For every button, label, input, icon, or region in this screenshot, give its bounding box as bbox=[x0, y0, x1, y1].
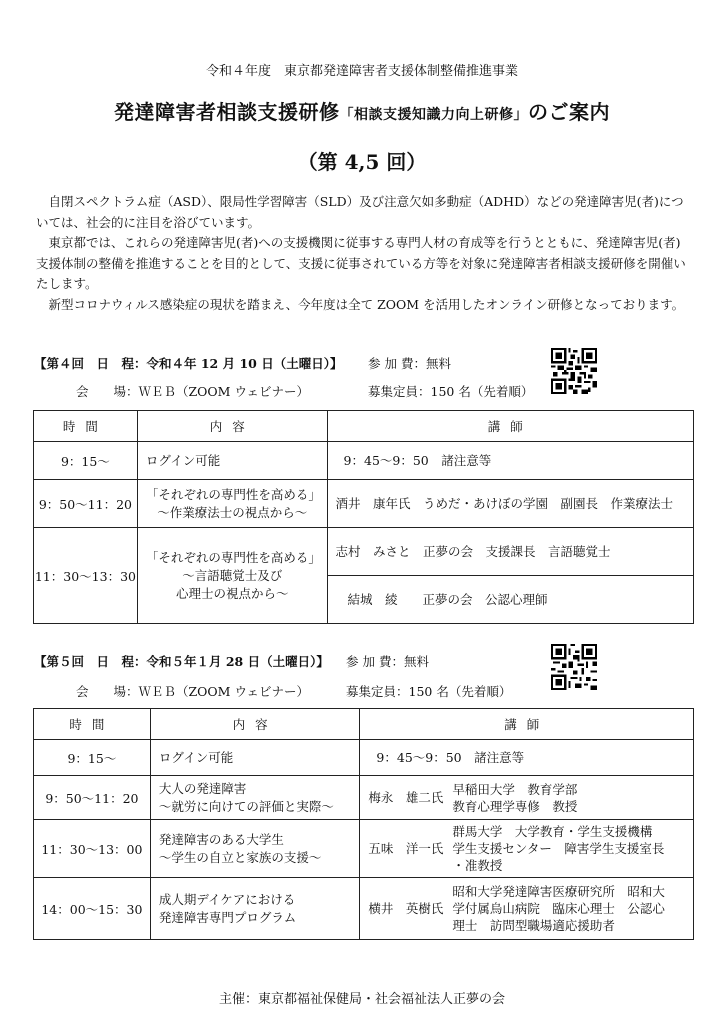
lecturer-cell: 志村 みさと 正夢の会 支援課長 言語聴覚士 bbox=[327, 528, 693, 576]
lecturer-affiliation: 昭和大学発達障害医療研究所 昭和大 bbox=[452, 884, 665, 899]
lecturer-affiliation: 学付属烏山病院 臨床心理士 公認心 bbox=[452, 901, 665, 916]
lecturer-affiliation: 群馬大学 大学教育・学生支援機構 bbox=[452, 824, 653, 839]
lecturer-affiliation: ・准教授 bbox=[452, 858, 503, 873]
content-line: 「それぞれの専門性を高める」 bbox=[145, 549, 321, 565]
lecturer-cell bbox=[360, 776, 694, 820]
table-row bbox=[34, 776, 694, 820]
lecturer-cell: 酒井 康年氏 うめだ・あけぼの学園 副園長 作業療法士 bbox=[327, 480, 693, 528]
table-row bbox=[34, 820, 694, 878]
header-time: 時間 bbox=[34, 411, 138, 442]
lecturer-cell: 9：45～9：50 諸注意等 bbox=[360, 740, 694, 776]
content-line: ～作業療法士の視点から～ bbox=[157, 504, 308, 520]
time-cell: 11：30～13：30 bbox=[34, 528, 138, 624]
content-cell bbox=[137, 480, 327, 528]
lecturer-affiliation: 教育心理学専修 教授 bbox=[452, 798, 578, 814]
content-line: 心理士の視点から～ bbox=[175, 585, 289, 601]
header-content: 内容 bbox=[137, 411, 327, 442]
time-cell: 9：15～ bbox=[34, 442, 138, 480]
content-cell: ログイン可能 bbox=[137, 442, 327, 480]
content-line: ～言語聴覚士及び bbox=[182, 567, 283, 583]
content-line: 発達障害のある大学生 bbox=[158, 831, 284, 847]
content-cell bbox=[150, 776, 360, 820]
lecturer-affiliation: 理士 訪問型職場適応援助者 bbox=[452, 918, 615, 933]
session5-date: 【第５回 日 程：令和５年１月 28 日（土曜日）】 bbox=[34, 654, 329, 669]
intro-text bbox=[36, 192, 688, 315]
qr-code-icon bbox=[551, 348, 597, 394]
table-row bbox=[34, 740, 694, 776]
lecturer-affiliation: 早稲田大学 教育学部 bbox=[452, 781, 578, 797]
page-title bbox=[0, 96, 724, 125]
time-cell: 9：15～ bbox=[34, 740, 151, 776]
content-line: 「それぞれの専門性を高める」 bbox=[145, 486, 321, 502]
table-row bbox=[34, 528, 694, 576]
title-sub: 「相談支援知識力向上研修」 bbox=[339, 107, 528, 123]
header-lecturer: 講師 bbox=[360, 709, 694, 740]
lecturer-cell bbox=[360, 820, 694, 878]
session4-table bbox=[33, 410, 694, 624]
header-time: 時間 bbox=[34, 709, 151, 740]
organizer-footer: 主催：東京都福祉保健局・社会福祉法人正夢の会 bbox=[218, 992, 505, 1007]
qr-code-icon bbox=[551, 644, 597, 690]
table-row bbox=[34, 878, 694, 940]
session5-venue: 会 場：ＷＥＢ（ZOOM ウェビナー） bbox=[76, 684, 309, 699]
content-cell: ログイン可能 bbox=[150, 740, 360, 776]
content-cell bbox=[150, 820, 360, 878]
session5-table bbox=[33, 708, 694, 940]
lecturer-cell bbox=[360, 878, 694, 940]
content-line: 発達障害専門プログラム bbox=[158, 909, 297, 925]
title-end: のご案内 bbox=[528, 100, 610, 124]
session4-venue: 会 場：ＷＥＢ（ZOOM ウェビナー） bbox=[76, 384, 309, 399]
time-cell: 9：50～11：20 bbox=[34, 480, 138, 528]
header-content: 内容 bbox=[150, 709, 360, 740]
lecturer-name: 五味 洋一氏 bbox=[368, 840, 444, 856]
session-range: （第 4,5 回） bbox=[297, 150, 427, 174]
lecturer-name: 横井 英樹氏 bbox=[368, 900, 444, 916]
lecturer-cell: 結城 綾 正夢の会 公認心理師 bbox=[327, 576, 693, 624]
content-cell bbox=[137, 528, 327, 624]
table-row bbox=[34, 442, 694, 480]
session4-fee: 参 加 費：無料 bbox=[368, 356, 451, 371]
header-lecturer: 講師 bbox=[327, 411, 693, 442]
table-row bbox=[34, 480, 694, 528]
content-line: 成人期デイケアにおける bbox=[158, 891, 296, 907]
lecturer-name: 梅永 雄二氏 bbox=[368, 789, 444, 805]
content-line: ～学生の自立と家族の支援～ bbox=[158, 849, 322, 865]
program-subtitle: 令和４年度 東京都発達障害者支援体制整備推進事業 bbox=[205, 64, 518, 79]
lecturer-affiliation: 学生支援センター 障害学生支援室長 bbox=[452, 841, 665, 856]
content-line: 大人の発達障害 bbox=[158, 780, 247, 796]
time-cell: 11：30～13：00 bbox=[34, 820, 151, 878]
session5-capacity: 募集定員：150 名（先着順） bbox=[346, 684, 512, 699]
intro-paragraph: 新型コロナウィルス感染症の現状を踏まえ、今年度は全て ZOOM を活用したオンライン研修となっております。 bbox=[48, 296, 685, 312]
title-main: 発達障害者相談支援研修 bbox=[114, 100, 340, 124]
time-cell: 9：50～11：20 bbox=[34, 776, 151, 820]
intro-paragraph: 東京都では、これらの発達障害児(者)への支援機関に従事する専門人材の育成等を行うとともに、発達障害児(者)支援体制の整備を推進することを目的として、支援に従事されている方等を対象に発達障害者相談支援研修を開催いたします。 bbox=[36, 235, 686, 291]
lecturer-cell: 9：45～9：50 諸注意等 bbox=[327, 442, 693, 480]
intro-paragraph: 自閉スペクトラム症（ASD）、限局性学習障害（SLD）及び注意欠如多動症（ADHD）などの発達障害児(者)については、社会的に注目を浴びています。 bbox=[36, 194, 684, 230]
time-cell: 14：00～15：30 bbox=[34, 878, 151, 940]
session4-date: 【第４回 日 程：令和４年 12 月 10 日（土曜日）】 bbox=[34, 356, 343, 371]
content-line: ～就労に向けての評価と実際～ bbox=[158, 798, 334, 814]
content-cell bbox=[150, 878, 360, 940]
session4-capacity: 募集定員：150 名（先着順） bbox=[368, 384, 534, 399]
session5-fee: 参 加 費：無料 bbox=[346, 654, 429, 669]
